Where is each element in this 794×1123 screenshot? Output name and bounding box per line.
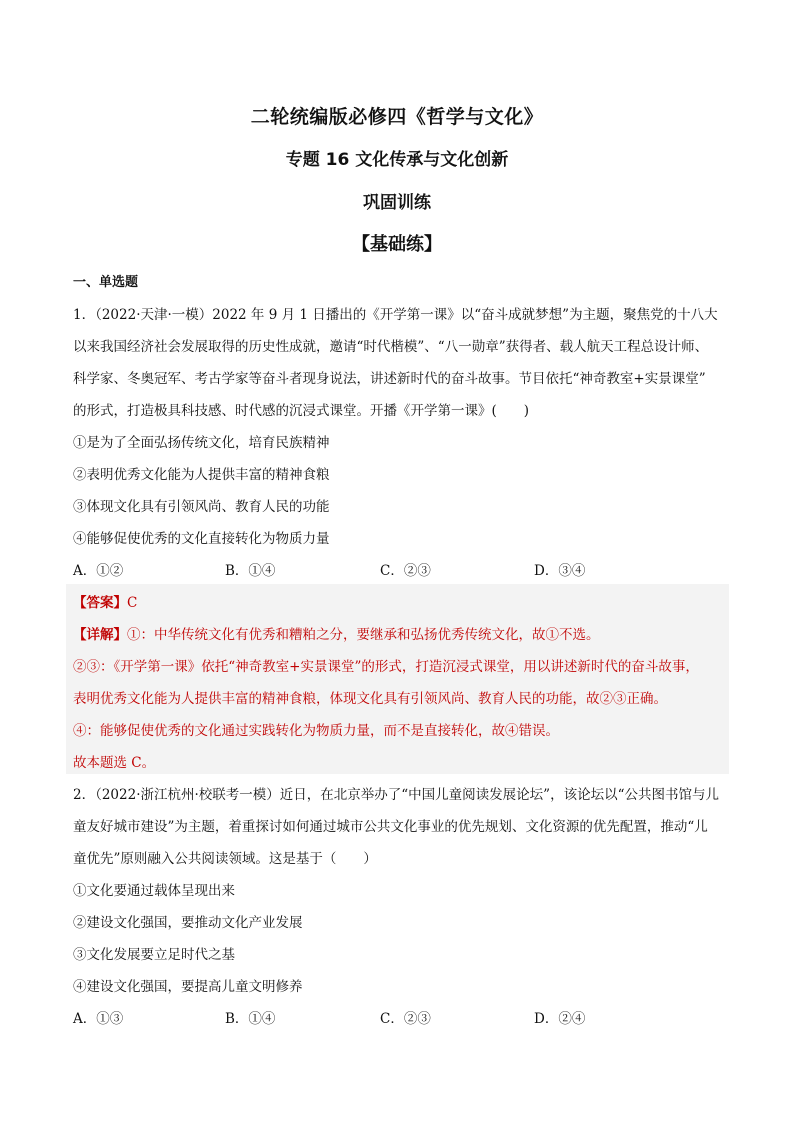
topic-subtitle: 专题 16 文化传承与文化创新 [285,150,509,170]
level-title: 【基础练】 [352,234,442,255]
q1-stem-line: 以来我国经济社会发展取得的历史性成就，邀请“时代楷模”、“八一勋章”获得者、载人航天工程总设计师、 [73,339,709,355]
q2-stem-line: 2．（2022·浙江杭州·校联考一模）近日，在北京举办了“中国儿童阅读发展论坛”，该论坛以“公共图书馆与儿 [73,787,719,803]
detail-text: ①：中华传统文化有优秀和糟粕之分，要继承和弘扬优秀传统文化，故①不选。 [127,627,600,643]
answer-explanation-box [66,584,729,774]
part-title: 巩固训练 [363,193,431,213]
q2-option-b: B．①④ [225,1011,276,1027]
q1-conclusion: 故本题选 C。 [73,755,156,771]
q2-statement: ①文化要通过载体呈现出来 [73,883,235,899]
q2-statement: ②建设文化强国，要推动文化产业发展 [73,915,303,931]
q1-statement: ③体现文化具有引领风尚、教育人民的功能 [73,499,330,515]
q2-statement: ④建设文化强国，要提高儿童文明修养 [73,979,303,995]
q2-option-c: C．②③ [380,1011,431,1027]
q1-statement: ①是为了全面弘扬传统文化，培育民族精神 [73,435,330,451]
q2-statement: ③文化发展要立足时代之基 [73,947,235,963]
q1-answer [73,591,137,611]
q1-stem-line: 的形式，打造极具科技感、时代感的沉浸式课堂。开播《开学第一课》( ) [73,403,530,419]
q1-option-b: B．①④ [225,563,276,579]
q1-detail-line: 表明优秀文化能为人提供丰富的精神食粮，体现文化具有引领风尚、教育人民的功能，故②③正确。 [73,691,667,707]
q1-option-c: C．②③ [380,563,431,579]
section-title: 一、单选题 [73,275,139,290]
answer-value: C [127,595,138,611]
document-title: 二轮统编版必修四《哲学与文化》 [250,106,544,128]
q1-detail-line: ④：能够促使优秀的文化通过实践转化为物质力量，而不是直接转化，故④错误。 [73,723,559,739]
q1-statement: ②表明优秀文化能为人提供丰富的精神食粮 [73,467,330,483]
q2-stem-line: 童友好城市建设”为主题，着重探讨如何通过城市公共文化事业的优先规划、文化资源的优先配置，推动“儿 [73,819,708,835]
q2-option-a: A．①③ [73,1011,124,1027]
answer-label: 【答案】 [73,595,127,611]
q1-option-d: D．③④ [534,563,586,579]
q2-stem-line: 童优先”原则融入公共阅读领域。这是基于（ ） [73,851,377,867]
q1-stem-line: 1．（2022·天津·一模）2022 年 9 月 1 日播出的《开学第一课》以“奋斗成就梦想”为主题，聚焦党的十八大 [73,307,718,323]
detail-label: 【详解】 [73,627,127,643]
q2-option-d: D．②④ [534,1011,586,1027]
q1-stem-line: 科学家、冬奥冠军、考古学家等奋斗者现身说法，讲述新时代的奋斗故事。节目依托“神奇教室+实景课堂” [73,371,706,387]
q1-detail-line: ②③：《开学第一课》依托“神奇教室+实景课堂”的形式，打造沉浸式课堂，用以讲述新时代的奋斗故事， [73,659,699,675]
q1-statement: ④能够促使优秀的文化直接转化为物质力量 [73,531,330,547]
q1-option-a: A．①② [73,563,124,579]
q1-detail-line [73,623,600,643]
